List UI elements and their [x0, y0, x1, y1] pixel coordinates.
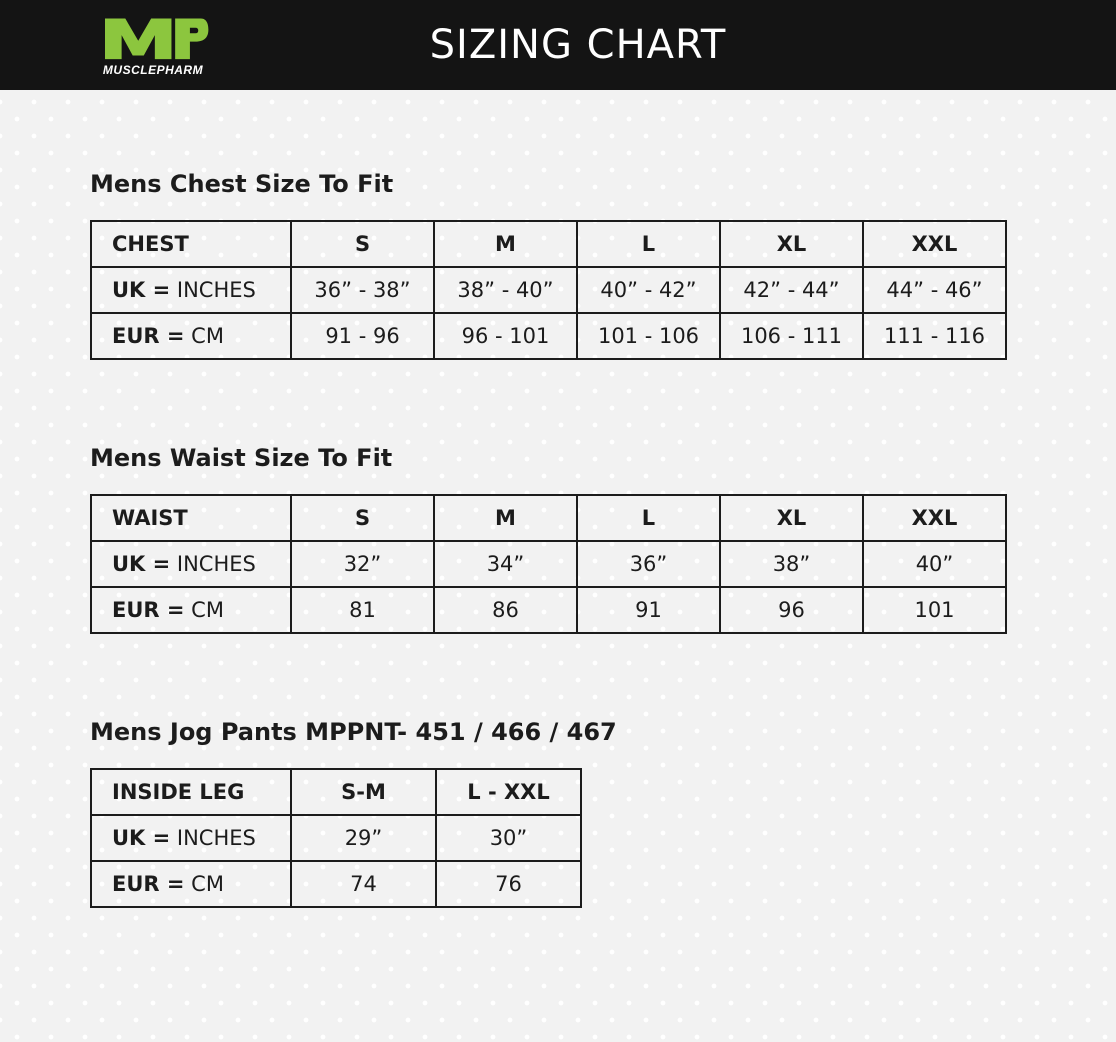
table-header-row	[91, 769, 581, 815]
row-label-measure: INCHES	[170, 278, 256, 302]
table-row	[91, 587, 1006, 633]
table-cell: 34”	[434, 541, 577, 587]
row-label	[91, 587, 291, 633]
page-header	[0, 0, 1116, 90]
column-header: CHEST	[91, 221, 291, 267]
page-content	[0, 170, 1116, 908]
row-label-measure: CM	[184, 872, 224, 896]
section-mens-jog-pants	[90, 718, 1116, 908]
column-header: XXL	[863, 495, 1006, 541]
table-header-row	[91, 221, 1006, 267]
column-header: M	[434, 221, 577, 267]
section-mens-chest	[90, 170, 1116, 360]
row-label-unit: EUR =	[112, 324, 185, 348]
column-header: S	[291, 495, 434, 541]
table-cell: 106 - 111	[720, 313, 863, 359]
row-label-unit: UK =	[112, 552, 171, 576]
table-cell: 101 - 106	[577, 313, 720, 359]
row-label-measure: CM	[184, 598, 224, 622]
table-row	[91, 541, 1006, 587]
musclepharm-mp-icon	[97, 13, 209, 61]
table-row	[91, 861, 581, 907]
table-cell: 91 - 96	[291, 313, 434, 359]
table-cell: 96	[720, 587, 863, 633]
column-header: WAIST	[91, 495, 291, 541]
row-label-unit: UK =	[112, 826, 171, 850]
table-cell: 32”	[291, 541, 434, 587]
column-header: XL	[720, 221, 863, 267]
table-cell: 74	[291, 861, 436, 907]
table-cell: 76	[436, 861, 581, 907]
column-header: L	[577, 221, 720, 267]
brand-wordmark-muscle: MUSCLE	[102, 63, 157, 77]
table-cell: 38” - 40”	[434, 267, 577, 313]
row-label	[91, 267, 291, 313]
row-label	[91, 313, 291, 359]
column-header: L	[577, 495, 720, 541]
table-cell: 44” - 46”	[863, 267, 1006, 313]
row-label-measure: INCHES	[170, 826, 256, 850]
table-cell: 91	[577, 587, 720, 633]
section-title-mens-chest: Mens Chest Size To Fit	[90, 170, 394, 198]
table-cell: 81	[291, 587, 434, 633]
section-title-mens-waist: Mens Waist Size To Fit	[90, 444, 393, 472]
column-header: L - XXL	[436, 769, 581, 815]
section-mens-waist	[90, 444, 1116, 634]
column-header: S	[291, 221, 434, 267]
brand-wordmark	[103, 63, 203, 77]
table-mens-chest	[90, 220, 1007, 360]
table-row	[91, 267, 1006, 313]
brand-wordmark-pharm: PHARM	[156, 63, 204, 77]
table-cell: 36” - 38”	[291, 267, 434, 313]
table-cell: 29”	[291, 815, 436, 861]
section-title-mens-jog-pants: Mens Jog Pants MPPNT- 451 / 466 / 467	[90, 718, 617, 746]
table-header-row	[91, 495, 1006, 541]
table-cell: 40”	[863, 541, 1006, 587]
row-label-unit: UK =	[112, 278, 171, 302]
column-header: S-M	[291, 769, 436, 815]
row-label	[91, 815, 291, 861]
table-cell: 96 - 101	[434, 313, 577, 359]
column-header: XXL	[863, 221, 1006, 267]
table-cell: 40” - 42”	[577, 267, 720, 313]
row-label	[91, 541, 291, 587]
row-label-unit: EUR =	[112, 872, 185, 896]
column-header: XL	[720, 495, 863, 541]
table-mens-jog-pants	[90, 768, 582, 908]
table-cell: 111 - 116	[863, 313, 1006, 359]
table-cell: 30”	[436, 815, 581, 861]
column-header: INSIDE LEG	[91, 769, 291, 815]
row-label	[91, 861, 291, 907]
table-cell: 101	[863, 587, 1006, 633]
table-cell: 36”	[577, 541, 720, 587]
column-header: M	[434, 495, 577, 541]
table-cell: 86	[434, 587, 577, 633]
table-cell: 42” - 44”	[720, 267, 863, 313]
row-label-measure: CM	[184, 324, 224, 348]
row-label-unit: EUR =	[112, 598, 185, 622]
table-row	[91, 815, 581, 861]
brand-logo	[0, 0, 300, 90]
page-title: SIZING CHART	[429, 22, 727, 68]
table-row	[91, 313, 1006, 359]
table-mens-waist	[90, 494, 1007, 634]
row-label-measure: INCHES	[170, 552, 256, 576]
table-cell: 38”	[720, 541, 863, 587]
